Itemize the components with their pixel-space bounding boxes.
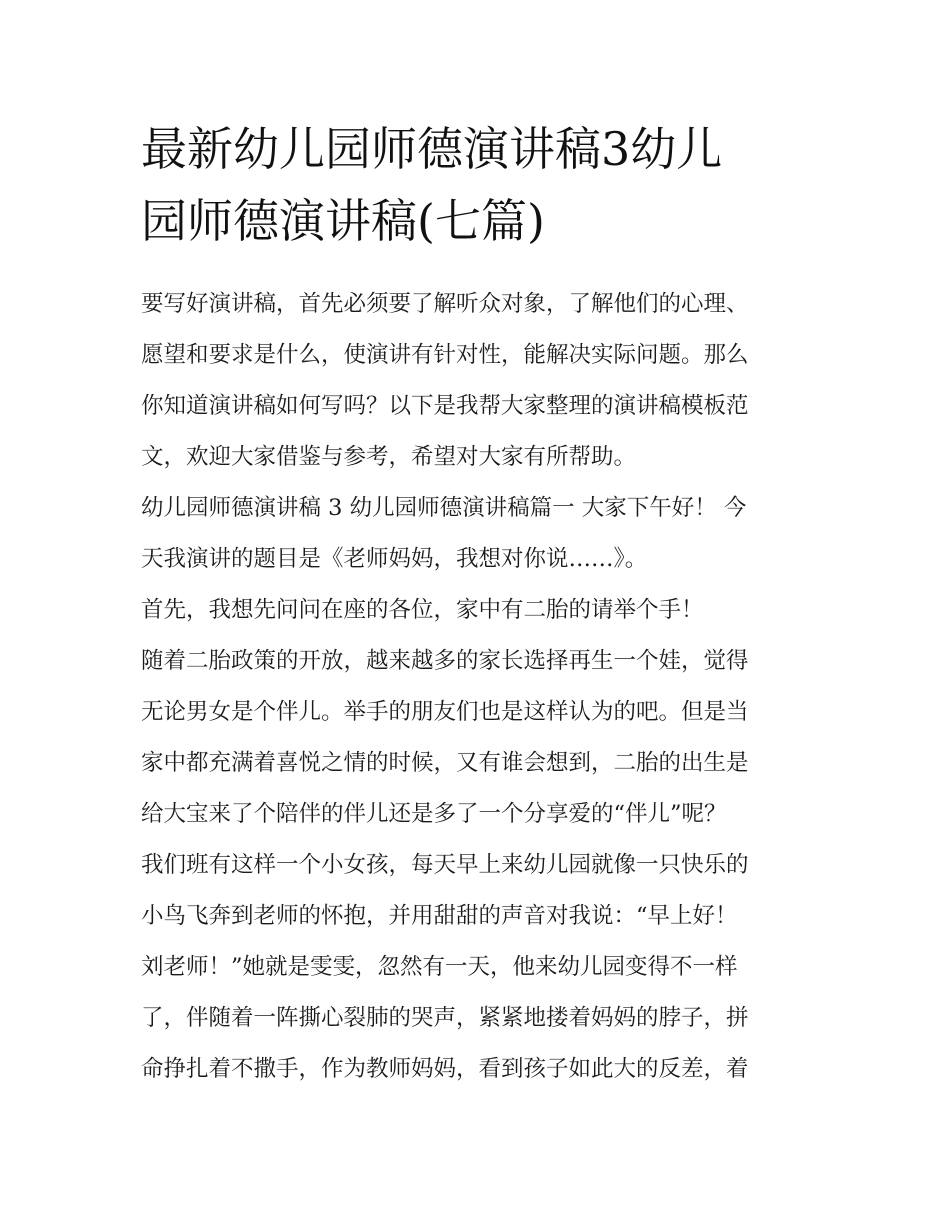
text-line: 首先，我想先问问在座的各位，家中有二胎的请举个手！ (141, 597, 704, 623)
text-line: 文，欢迎大家借鉴与参考，希望对大家有所帮助。 (141, 444, 637, 470)
document-body (141, 279, 821, 1095)
document-title (141, 113, 821, 257)
text-line: 幼儿园师德演讲稿 3 幼儿园师德演讲稿篇一 大家下午好！ 今 (141, 495, 747, 521)
text-line: 要写好演讲稿，首先必须要了解听众对象，了解他们的心理、 (141, 291, 749, 317)
text-line: 家中都充满着喜悦之情的时候，又有谁会想到，二胎的出生是 (141, 750, 749, 776)
text-line: 你知道演讲稿如何写吗？以下是我帮大家整理的演讲稿模板范 (141, 393, 749, 419)
text-line: 给大宝来了个陪伴的伴儿还是多了一个分享爱的“伴儿”呢？ (141, 801, 727, 827)
text-line: 天我演讲的题目是《老师妈妈，我想对你说……》。 (141, 546, 648, 572)
text-line: 无论男女是个伴儿。举手的朋友们也是这样认为的吧。但是当 (141, 699, 749, 725)
title-line: 最新幼儿园师德演讲稿3幼儿 (141, 122, 723, 176)
text-line: 刘老师！”她就是雯雯，忽然有一天，他来幼儿园变得不一样 (141, 954, 738, 980)
text-line: 愿望和要求是什么，使演讲有针对性，能解决实际问题。那么 (141, 342, 749, 368)
text-line: 小鸟飞奔到老师的怀抱，并用甜甜的声音对我说：“早上好！ (141, 903, 738, 929)
text-line: 我们班有这样一个小女孩，每天早上来幼儿园就像一只快乐的 (141, 852, 749, 878)
text-line: 命挣扎着不撒手，作为教师妈妈，看到孩子如此大的反差，着 (141, 1056, 749, 1082)
text-line: 随着二胎政策的开放，越来越多的家长选择再生一个娃，觉得 (141, 648, 749, 674)
text-line: 了，伴随着一阵撕心裂肺的哭声，紧紧地搂着妈妈的脖子，拼 (141, 1005, 749, 1031)
title-line: 园师德演讲稿(七篇) (141, 194, 545, 248)
